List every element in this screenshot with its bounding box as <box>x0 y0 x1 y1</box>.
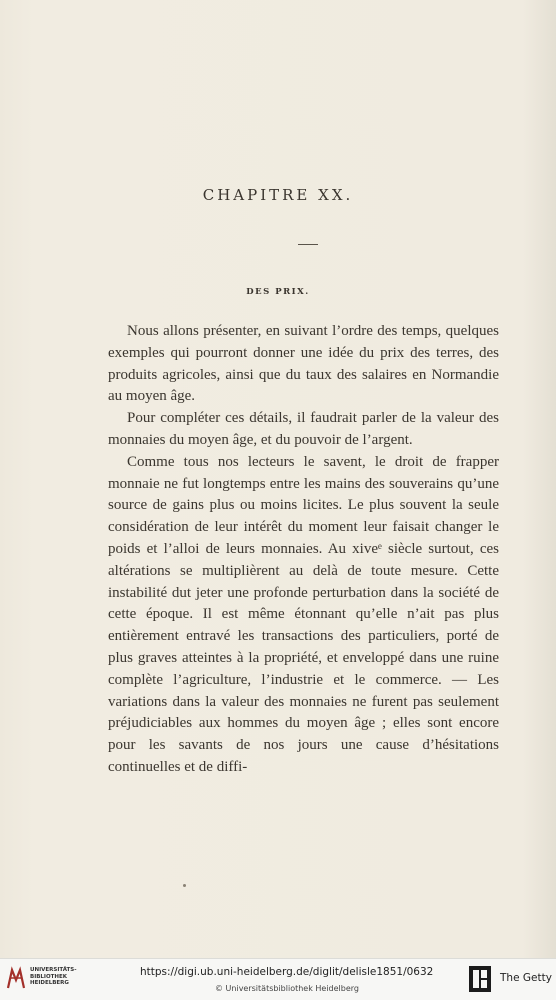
university-library-logo-icon[interactable] <box>6 966 26 990</box>
viewer-footer <box>0 958 556 1000</box>
paragraph-3: Comme tous nos lecteurs le savent, le droit de frapper monnaie ne fut longtemps entre les mains des souverains qu’une source de gains plus ou moins licites. Le plus souvent la seule considération de leur intérêt du moment leur faisait changer le poids et l’alloi de leurs monnaies. Au xiveᵉ siècle surtout, ces altérations se multiplièrent au delà de toute mesure. Cette instabilité dut jeter une profonde perturbation dans la société de cette époque. Il est même étonnant qu’elle n’ait pas plus entièrement entravé les transactions des particuliers, porté de plus graves atteintes à la propriété, et enveloppé dans une ruine complète l’agriculture, l’industrie et le commerce. — Les variations dans la valeur des monnaies ne furent pas seulement préjudiciables aux hommes du moyen âge ; elles sont encore pour les savants de nos jours une cause d’hésitations continuelles et de diffi- <box>108 453 499 775</box>
title-rule <box>298 244 318 245</box>
body-text <box>108 321 499 779</box>
section-title: DES PRIX. <box>246 287 310 297</box>
page-speck <box>183 884 186 887</box>
paragraph-1: Nous allons présenter, en suivant l’ordre des temps, quelques exemples qui pourront donner une idée du prix des terres, des produits agricoles, ainsi que du taux des salaires en Normandie au moyen âge. <box>108 323 499 405</box>
library-name: UNIVERSITÄTS- BIBLIOTHEK HEIDELBERG <box>30 967 77 986</box>
getty-logo-icon[interactable] <box>468 965 492 993</box>
paragraph-2: Pour compléter ces détails, il faudrait parler de la valeur des monnaies du moyen âge, et du pouvoir de l’argent. <box>108 410 499 448</box>
copyright-notice: © Universitätsbibliothek Heidelberg <box>215 984 360 993</box>
chapter-title: CHAPITRE XX. <box>202 186 354 204</box>
page-url-link[interactable]: https://digi.ub.uni-heidelberg.de/diglit/delisle1851/0632 <box>140 966 434 978</box>
sponsor-name: The Getty <box>500 972 552 984</box>
